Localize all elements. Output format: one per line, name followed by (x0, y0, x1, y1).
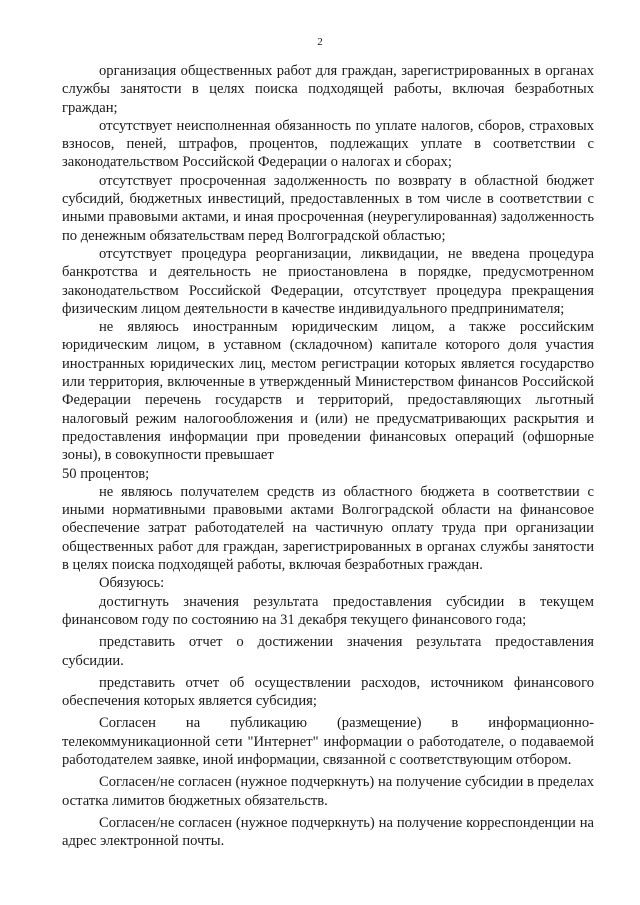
paragraph-fifty-percent: 50 процентов; (62, 465, 150, 482)
paragraph-no-reorganization: отсутствует процедура реорганизации, ликвидации, не введена процедура банкротства и деятельность не приостановлена в порядке, предусмотренном законодательством Российской Федерации, отсутствует процедура прекращения физическим лицом деятельности в качестве индивидуального предпринимателя; (62, 245, 594, 317)
paragraph-not-foreign-entity: не являюсь иностранным юридическим лицом, а также российским юридическим лицом, в уставном (складочном) капитале которого доля участия иностранных юридических лиц, местом регистрации которых является государство или территория, включенные в утвержденный Министерством финансов Российской Федерации перечень государств и территорий, предоставляющих льготный налоговый режим налогообложения и (или) не предусматривающих раскрытия и предоставления информации при проведении финансовых операций (офшорные зоны), в совокупности превышает (62, 319, 594, 464)
paragraph-no-tax-debt: отсутствует неисполненная обязанность по уплате налогов, сборов, страховых взносов, пеней, штрафов, процентов, подлежащих уплате в соответствии с законодательством Российской Федерации о налогах и сборах; (62, 117, 594, 171)
paragraph-consent-email: Согласен/не согласен (нужное подчеркнуть) на получение корреспонденции на адрес электронной почты. (62, 814, 594, 850)
paragraph-obligations-heading: Обязуюсь: (99, 575, 165, 592)
paragraph-achieve-result: достигнуть значения результата предоставления субсидии в текущем финансовом году по состоянию на 31 декабря текущего финансового года; (62, 593, 594, 628)
document-body (62, 62, 594, 850)
paragraph-report-expenses: представить отчет об осуществлении расходов, источником финансового обеспечения которых является субсидия; (62, 674, 594, 710)
paragraph-consent-subsidy: Согласен/не согласен (нужное подчеркнуть) на получение субсидии в пределах остатка лимитов бюджетных обязательств. (62, 774, 594, 809)
page-number: 2 (317, 36, 323, 48)
paragraph-not-recipient: не являюсь получателем средств из областного бюджета в соответствии с иными нормативными правовыми актами Волгоградской области на финансовое обеспечение затрат работодателей на частичную оплату труда при организации общественных работ для граждан, зарегистрированных в органах службы занятости в целях поиска подходящей работы, включая безработных граждан. (62, 483, 594, 574)
paragraph-report-result: представить отчет о достижении значения результата предоставления субсидии. (62, 634, 594, 669)
paragraph-public-works: организация общественных работ для граждан, зарегистрированных в органах службы занятости в целях поиска подходящей работы, включая безработных граждан; (62, 63, 594, 116)
paragraph-consent-publication: Согласен на публикацию (размещение) в информационно-телекоммуникационной сети "Интернет" информации о работодателе, о подаваемой работодателем заявке, иной информации, связанной с соответствующим отбором. (62, 715, 594, 768)
paragraph-no-overdue-debt: отсутствует просроченная задолженность по возврату в областной бюджет субсидий, бюджетных инвестиций, предоставленных в том числе в соответствии с иными правовыми актами, и иная просроченная (неурегулированная) задолженность по денежным обязательствам перед Волгоградской областью; (62, 172, 594, 244)
